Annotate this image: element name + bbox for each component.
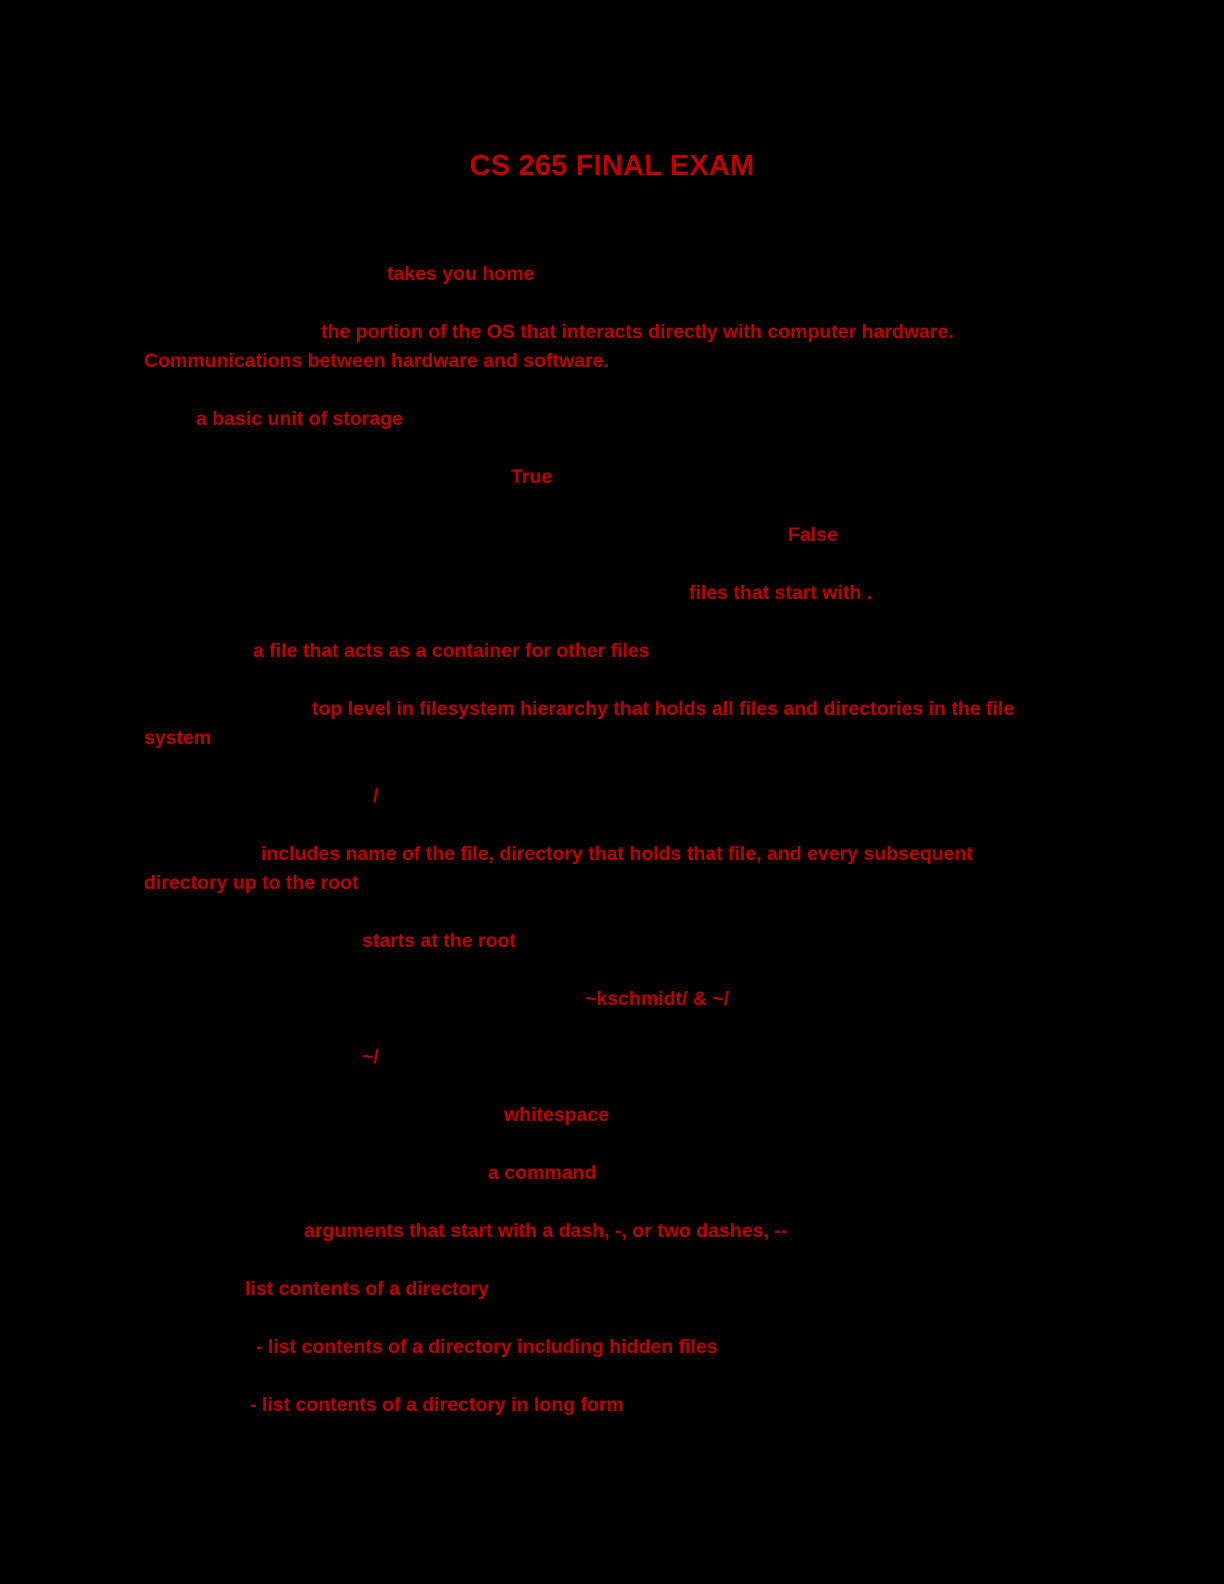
- answer-absolute-path: [144, 840, 973, 898]
- answer-text: files that start with .: [689, 582, 873, 604]
- answer-text-continued: directory up to the root: [144, 872, 359, 894]
- answer-home: [387, 260, 534, 289]
- answer-text: a basic unit of storage: [196, 408, 403, 430]
- answer-text-continued: Communications between hardware and software.: [144, 350, 609, 372]
- answer-ls-l: [250, 1391, 624, 1420]
- answer-text: starts at the root: [362, 930, 516, 952]
- answer-text: a file that acts as a container for other files: [253, 640, 650, 662]
- answer-text: True: [511, 466, 553, 488]
- answer-whitespace: [504, 1101, 609, 1130]
- answer-text-continued: system: [144, 727, 212, 749]
- answer-text: top level in filesystem hierarchy that holds all files and directories in the file: [312, 698, 1015, 720]
- answer-ls: [245, 1275, 489, 1304]
- answer-text: ~/: [362, 1046, 379, 1068]
- answer-options: [304, 1217, 787, 1246]
- answer-text: the portion of the OS that interacts directly with computer hardware.: [321, 321, 954, 343]
- answer-true: [511, 463, 552, 492]
- answer-false: [788, 521, 838, 550]
- answer-text: - list contents of a directory in long form: [250, 1394, 624, 1416]
- answer-text: includes name of the file, directory that holds that file, and every subsequent: [261, 843, 973, 865]
- answer-tilde: [362, 1043, 379, 1072]
- answer-root-symbol: [373, 782, 378, 811]
- answer-hidden-files: [689, 579, 872, 608]
- answer-command: [488, 1159, 596, 1188]
- answer-text: /: [373, 785, 379, 807]
- answer-text: takes you home: [387, 263, 535, 285]
- answer-root: [144, 695, 1014, 753]
- answer-home-paths: [585, 985, 729, 1014]
- answer-text: False: [788, 524, 838, 546]
- answer-kernel: [144, 318, 954, 376]
- answer-starts-at-root: [362, 927, 516, 956]
- answer-file: [196, 405, 403, 434]
- answer-text: whitespace: [504, 1104, 610, 1126]
- answer-ls-a: [256, 1333, 718, 1362]
- answer-text: list contents of a directory: [245, 1278, 489, 1300]
- page-title: CS 265 FINAL EXAM: [469, 150, 755, 182]
- answer-text: arguments that start with a dash, -, or two dashes, --: [304, 1220, 788, 1242]
- answer-text: a command: [488, 1162, 597, 1184]
- answer-text: ~kschmidt/ & ~/: [585, 988, 730, 1010]
- answer-directory: [253, 637, 650, 666]
- answer-text: - list contents of a directory including hidden files: [256, 1336, 718, 1358]
